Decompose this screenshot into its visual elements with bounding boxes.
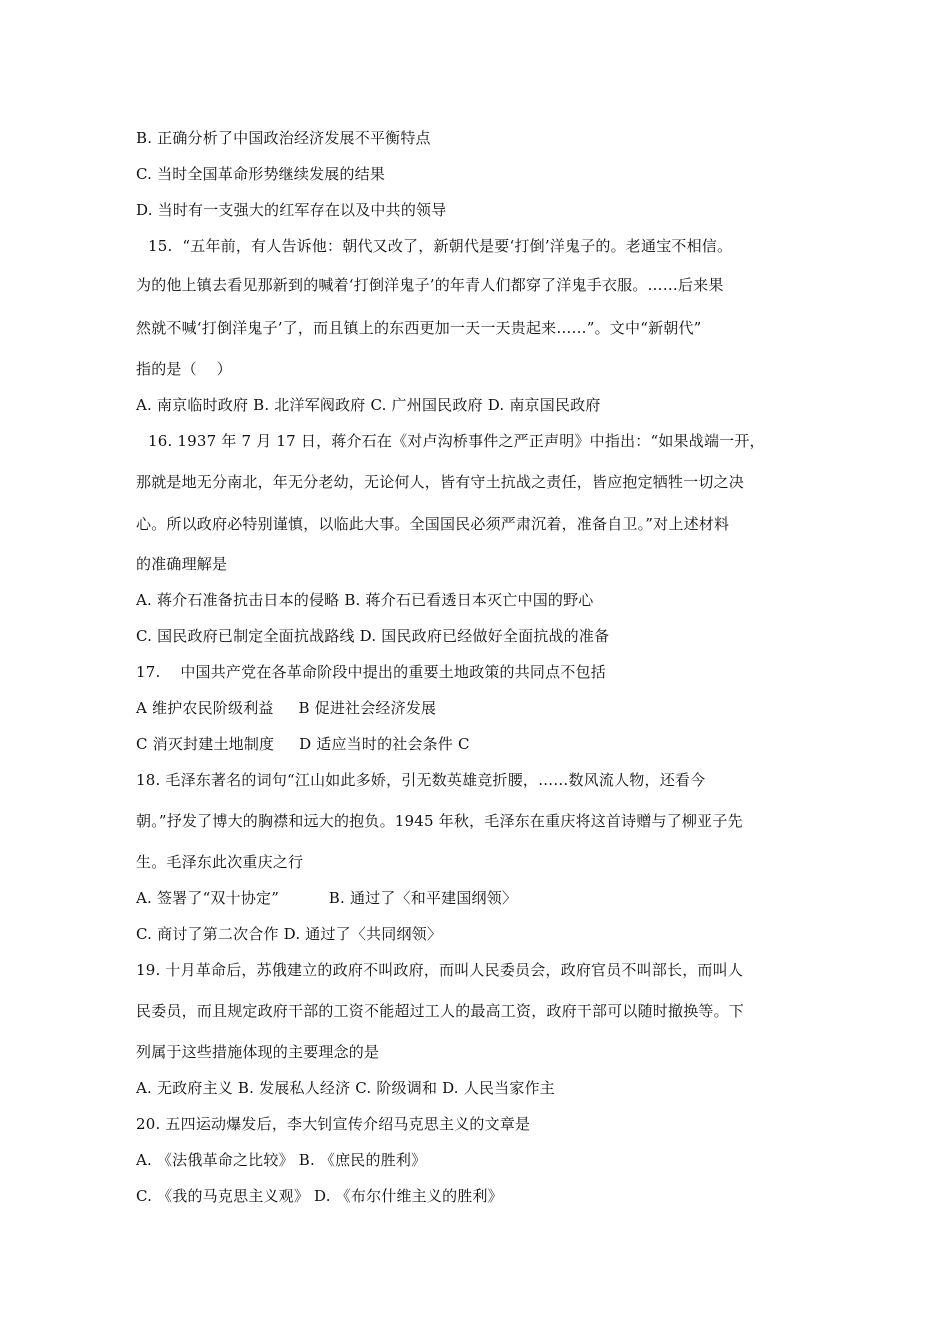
question-15-line: 然就不喊‘打倒洋鬼子’了，而且镇上的东西更加一天一天贵起来……”。文中“新朝代”: [136, 319, 702, 337]
question-19-line: 列属于这些措施体现的主要理念的是: [136, 1043, 380, 1061]
option-line: A. 无政府主义 B. 发展私人经济 C. 阶级调和 D. 人民当家作主: [136, 1079, 555, 1097]
option-line: A. 《法俄革命之比较》 B. 《庶民的胜利》: [136, 1151, 427, 1169]
option-line: C 消灭封建土地制度 D 适应当时的社会条件 C: [136, 735, 470, 753]
question-16-line: 16. 1937 年 7 月 17 日，蒋介石在《对卢沟桥事件之严正声明》中指出：“如果战端一开，: [148, 432, 765, 450]
option-line: C. 国民政府已制定全面抗战路线 D. 国民政府已经做好全面抗战的准备: [136, 627, 610, 645]
question-19-line: 民委员，而且规定政府干部的工资不能超过工人的最高工资，政府干部可以随时撤换等。下: [136, 1002, 745, 1020]
question-16-line: 心。所以政府必特别谨慎，以临此大事。全国国民必须严肃沉着，准备自卫。”对上述材料: [136, 515, 730, 533]
option-line: A. 蒋介石准备抗击日本的侵略 B. 蒋介石已看透日本灭亡中国的野心: [136, 591, 594, 609]
option-line: A 维护农民阶级利益 B 促进社会经济发展: [136, 699, 437, 717]
question-16-line: 那就是地无分南北，年无分老幼，无论何人，皆有守土抗战之责任，皆应抱定牺牲一切之决: [136, 473, 745, 491]
question-20-line: 20. 五四运动爆发后，李大钊宣传介绍马克思主义的文章是: [136, 1115, 531, 1133]
question-18-line: 18. 毛泽东著名的词句“江山如此多娇，引无数英雄竞折腰，……数风流人物，还看今: [136, 771, 706, 789]
question-18-line: 朝。”抒发了博大的胸襟和远大的抱负。1945 年秋，毛泽东在重庆将这首诗赠与了柳亚子先: [136, 812, 743, 830]
question-15-line: 15. “五年前，有人告诉他：朝代又改了，新朝代是要‘打倒’洋鬼子的。老通宝不相信。: [148, 237, 733, 255]
option-line: A. 南京临时政府 B. 北洋军阀政府 C. 广州国民政府 D. 南京国民政府: [136, 396, 601, 414]
option-line: C. 《我的马克思主义观》 D. 《布尔什维主义的胜利》: [136, 1187, 503, 1205]
question-19-line: 19. 十月革命后，苏俄建立的政府不叫政府，而叫人民委员会，政府官员不叫部长，而叫人: [136, 961, 744, 979]
question-17-line: 17. 中国共产党在各革命阶段中提出的重要土地政策的共同点不包括: [136, 663, 606, 681]
option-line: C. 当时全国革命形势继续发展的结果: [136, 165, 386, 183]
option-line: D. 当时有一支强大的红军存在以及中共的领导: [136, 201, 447, 219]
question-16-line: 的准确理解是: [136, 555, 228, 573]
question-15-line: 指的是（ ）: [136, 360, 232, 378]
question-15-line: 为的他上镇去看见那新到的喊着‘打倒洋鬼子’的年青人们都穿了洋鬼手衣服。……后来果: [136, 276, 724, 294]
option-line: A. 签署了“双十协定” B. 通过了〈和平建国纲领〉: [136, 889, 518, 907]
option-line: B. 正确分析了中国政治经济发展不平衡特点: [136, 129, 431, 147]
question-18-line: 生。毛泽东此次重庆之行: [136, 853, 304, 871]
option-line: C. 商讨了第二次合作 D. 通过了〈共同纲领〉: [136, 925, 443, 943]
